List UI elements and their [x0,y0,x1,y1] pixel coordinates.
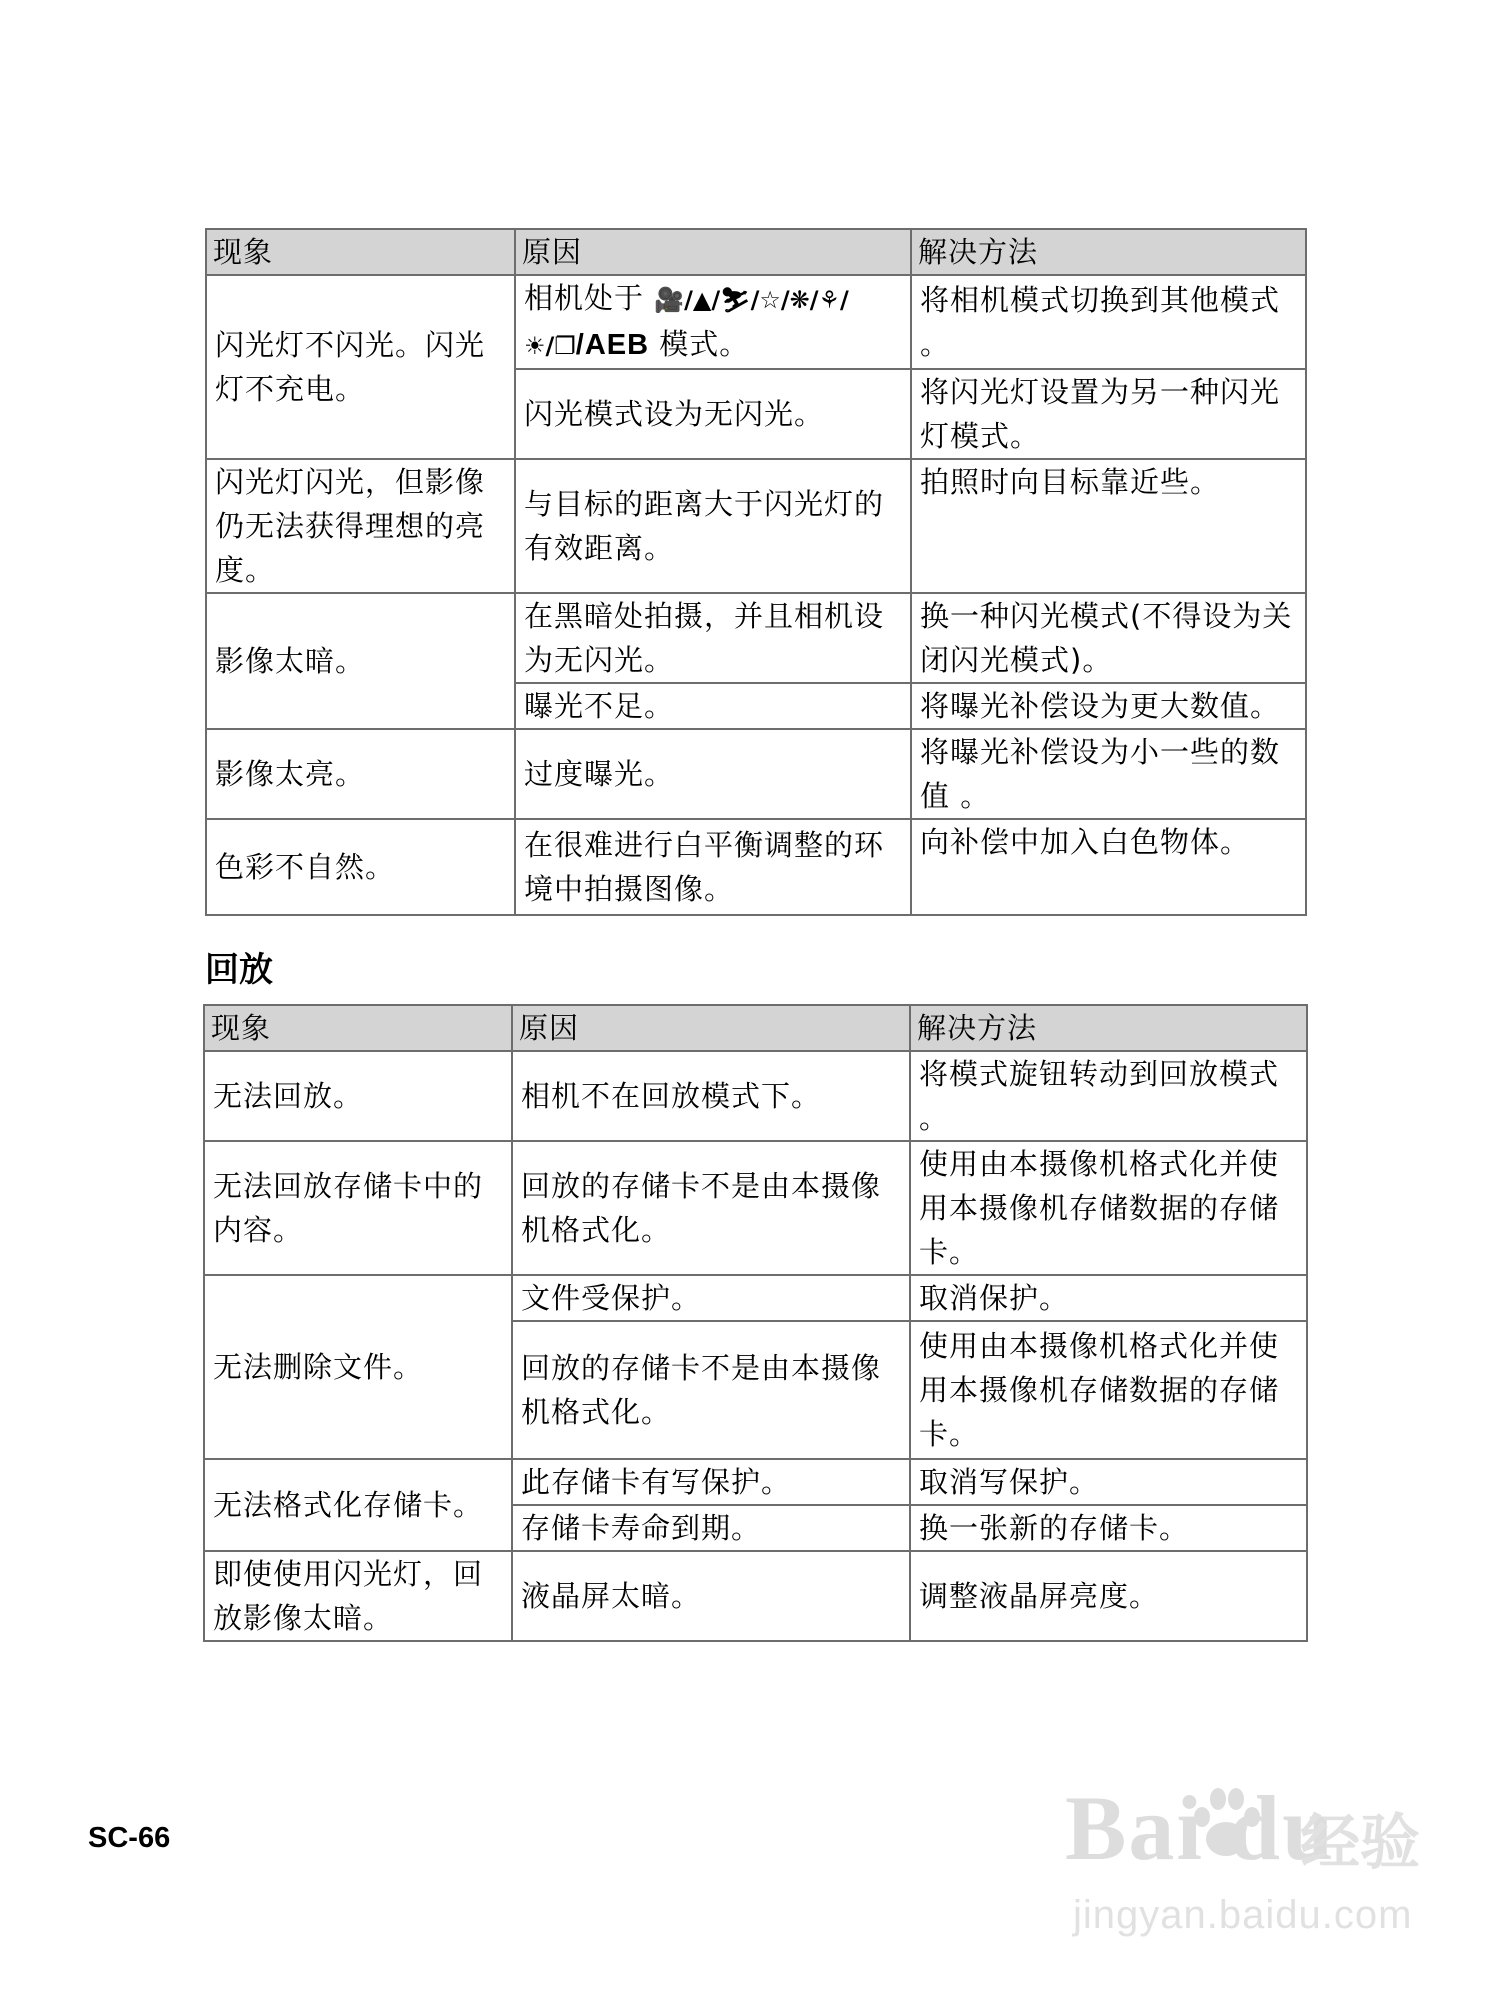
scene-mode-icons: /▲/⛷/☆/❋/⚘/ [684,286,849,314]
cause-cell: 过度曝光。 [515,729,911,819]
symptom-cell: 无法格式化存储卡。 [204,1459,512,1551]
symptom-cell: 无法回放。 [204,1051,512,1141]
cause-cell [515,275,911,369]
symptom-cell: 无法回放存储卡中的内容。 [204,1141,512,1275]
table-row [204,1141,1307,1275]
table-row [206,729,1306,819]
header-solution: 解决方法 [910,1005,1307,1051]
symptom-cell: 闪光灯不闪光。闪光灯不充电。 [206,275,515,459]
solution-cell: 换一种闪光模式(不得设为关闭闪光模式)。 [911,593,1306,683]
paw-icon [1190,1783,1262,1863]
header-symptom: 现象 [204,1005,512,1051]
table-header-row [204,1005,1307,1051]
sunset-icon: ☀ [524,332,546,360]
troubleshooting-table-playback [203,1004,1308,1642]
separator-text: / [545,332,555,360]
watermark-sub: 经验 [1300,1808,1420,1878]
cause-cell: 相机不在回放模式下。 [512,1051,910,1141]
solution-cell: 换一张新的存储卡。 [910,1505,1307,1551]
solution-cell: 将相机模式切换到其他模式 。 [911,275,1306,369]
continuous-shot-icon: ❐ [554,332,576,360]
aeb-label: /AEB [575,329,650,361]
solution-cell: 使用由本摄像机格式化并使用本摄像机存储数据的存储卡。 [910,1141,1307,1275]
watermark-url: jingyan.baidu.com [1073,1893,1413,1937]
solution-cell: 拍照时向目标靠近些。 [911,459,1306,593]
table-row [206,819,1306,915]
table-row [204,1051,1307,1141]
table-row [204,1551,1307,1641]
cause-cell: 文件受保护。 [512,1275,910,1321]
cause-cell: 曝光不足。 [515,683,911,729]
solution-cell: 将模式旋钮转动到回放模式 。 [910,1051,1307,1141]
solution-cell: 将闪光灯设置为另一种闪光灯模式。 [911,369,1306,459]
symptom-cell: 影像太暗。 [206,593,515,729]
cause-cell: 回放的存储卡不是由本摄像机格式化。 [512,1321,910,1459]
symptom-cell: 色彩不自然。 [206,819,515,915]
watermark-logo: Bai du [1065,1777,1336,1879]
symptom-cell: 无法删除文件。 [204,1275,512,1459]
troubleshooting-table-flash [205,228,1307,916]
table-row [206,459,1306,593]
header-cause: 原因 [512,1005,910,1051]
cause-cell: 液晶屏太暗。 [512,1551,910,1641]
page-number: SC-66 [88,1822,171,1854]
cause-cell: 在很难进行白平衡调整的环境中拍摄图像。 [515,819,911,915]
cause-cell: 与目标的距离大于闪光灯的有效距离。 [515,459,911,593]
symptom-cell: 影像太亮。 [206,729,515,819]
baidu-watermark [1065,1775,1425,1945]
cause-cell: 此存储卡有写保护。 [512,1459,910,1505]
header-cause: 原因 [515,229,911,275]
cause-cell: 存储卡寿命到期。 [512,1505,910,1551]
solution-cell: 向补偿中加入白色物体。 [911,819,1306,915]
solution-cell: 取消保护。 [910,1275,1307,1321]
header-solution: 解决方法 [911,229,1306,275]
table-header-row [206,229,1306,275]
table-row [206,275,1306,369]
header-symptom: 现象 [206,229,515,275]
movie-icon: 🎥 [654,286,685,314]
symptom-cell: 闪光灯闪光，但影像仍无法获得理想的亮度。 [206,459,515,593]
solution-cell: 将曝光补偿设为更大数值。 [911,683,1306,729]
table-row [204,1275,1307,1321]
cause-cell: 回放的存储卡不是由本摄像机格式化。 [512,1141,910,1275]
solution-cell: 调整液晶屏亮度。 [910,1551,1307,1641]
symptom-cell: 即使使用闪光灯，回放影像太暗。 [204,1551,512,1641]
solution-cell: 将曝光补偿设为小一些的数值 。 [911,729,1306,819]
table-row [204,1459,1307,1505]
cause-cell: 闪光模式设为无闪光。 [515,369,911,459]
solution-cell: 取消写保护。 [910,1459,1307,1505]
table-row [206,593,1306,683]
solution-cell: 使用由本摄像机格式化并使用本摄像机存储数据的存储卡。 [910,1321,1307,1459]
cause-text: 相机处于 [524,281,645,315]
cause-cell: 在黑暗处拍摄，并且相机设为无闪光。 [515,593,911,683]
cause-suffix: 模式。 [649,327,750,361]
section-title-playback: 回放 [205,950,273,990]
